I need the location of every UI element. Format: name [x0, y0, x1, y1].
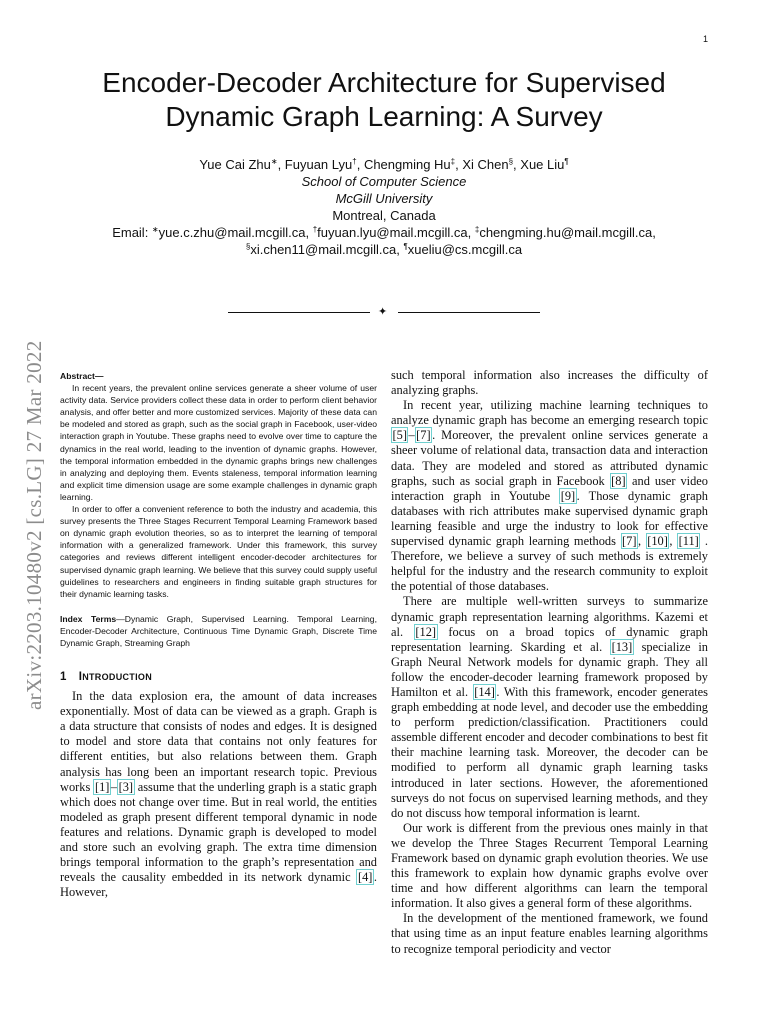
citation-link[interactable]: [5] — [392, 428, 407, 443]
email-mark: ¶ — [403, 242, 408, 251]
email-address[interactable]: chengming.hu@mail.mcgill.ca, — [479, 225, 656, 240]
title-line-1: Encoder-Decoder Architecture for Supervised — [102, 67, 666, 98]
citation-link[interactable]: [12] — [415, 624, 437, 639]
index-terms-body: —Dynamic Graph, Supervised Learning. Temporal Learning, Encoder-Decoder Architecture, Continuous Time Dynamic Graph, Discrete Time Dynamic Graph, Streaming Graph — [60, 613, 377, 648]
citation-link[interactable]: [7] — [416, 428, 431, 443]
author-name: Fuyuan Lyu — [284, 157, 353, 172]
author-mark: ∗ — [270, 157, 278, 166]
citation-link[interactable]: [7] — [622, 534, 637, 549]
email-address[interactable]: xi.chen11@mail.mcgill.ca, — [250, 242, 404, 257]
divider-diamond-icon: ✦ — [378, 306, 388, 318]
index-terms-heading: Index Terms — [60, 613, 117, 624]
paper-title — [60, 66, 708, 134]
introduction-text-right — [391, 368, 708, 957]
title-divider — [228, 305, 540, 319]
author-name: Yue Cai Zhu — [199, 157, 271, 172]
email-mark: ‡ — [474, 225, 480, 234]
email-address[interactable]: fuyuan.lyu@mail.mcgill.ca, — [317, 225, 475, 240]
citation-link[interactable]: [11] — [678, 534, 699, 549]
abstract-paragraph-2: In order to offer a convenient reference to both the industry and academia, this survey presents the Three Stages Recurrent Temporal Learning Framework based on dynamic graph evolution theories, so as to interpret the learning of temporal information with a generalized framework. Under this framework, this survey categories and reviews different intelligent encoder-decoder architectures for supervised dynamic graph learning. We believe that this survey could supply useful guidelines to researchers and engineers in finding suitable graph structures for their dynamic learning tasks. — [60, 504, 377, 599]
section-number: 1 — [60, 671, 67, 684]
divider-line-right — [398, 312, 540, 313]
introduction-text-left — [60, 689, 377, 900]
author-mark: † — [352, 157, 357, 166]
citation-link[interactable]: [10] — [647, 534, 668, 549]
abstract-paragraph-1: In recent years, the prevalent online services generate a sheer volume of user activity data. Service providers collect these data in order to perform client behavior analysis, and offer better and more customized services. Majority of these data can be modeled and stored as graph, such as the social graph in Facebook, user-video interaction graph in Youtube. These graphs need to evolve over time to capture the dynamics in the real world, leading to the invention of dynamic graphs. However, the temporal information embedded in the dynamic graphs brings new challenges in analyzing and deploying them. Events staleness, temporal information learning and explicit time dimension usage are some example challenges in dynamic graph learning. — [60, 383, 377, 502]
intro-paragraph-continued: such temporal information also increases the difficulty of analyzing graphs. — [391, 368, 708, 398]
author-name: Chengming Hu — [363, 157, 451, 172]
citation-link[interactable]: [3] — [118, 779, 134, 794]
email-label: Email: — [112, 225, 152, 240]
abstract — [60, 370, 377, 600]
email-mark: † — [312, 225, 318, 234]
affiliation-school: School of Computer Science — [301, 174, 467, 189]
citation-link[interactable]: [8] — [611, 473, 626, 488]
intro-paragraph-5: In the development of the mentioned framework, we found that using time as an input feature enables learning algorithms to recognize temporal periodicity and vector — [391, 911, 708, 956]
citation-link[interactable]: [14] — [474, 684, 495, 699]
index-terms — [60, 613, 377, 649]
citation-link[interactable]: [13] — [611, 639, 633, 654]
email-mark: ∗ — [151, 225, 159, 234]
affiliation-university: McGill University — [335, 191, 433, 206]
intro-paragraph-3: There are multiple well-written surveys to summarize dynamic graph representation learning algorithms. Kazemi et al. [12] focus on a broad topics of dynamic graph representation learning. Skarding et al. [13] specialize in Graph Neural Network models for dynamic graph. They all follow the encoder-decoder learning framework proposed by Hamilton et al. [14] . With this framework, encoder generates graph embedding at node level, and decoder use the embedding to perform prediction/classification. Practitioners could assemble different encoder and decoder combinations to best fit their machine learning task. Moreover, the decoder can be modified to perform all dynamic graph learning tasks introduced in later sections. However, the aforementioned surveys do not focus on supervised learning methods, and they do not discuss how temporal information is learnt. — [391, 594, 708, 820]
section-heading-introduction — [60, 671, 377, 683]
section-title-rest: NTRODUCTION — [82, 672, 152, 683]
affiliation-location: Montreal, Canada — [332, 208, 436, 223]
author-list: Yue Cai Zhu∗, Fuyuan Lyu†, Chengming Hu‡, Xi Chen§, Xue Liu¶ — [199, 157, 569, 172]
right-column — [391, 368, 708, 957]
citation-link[interactable]: [9] — [560, 488, 576, 503]
intro-paragraph-2: In recent year, utilizing machine learning techniques to analyze dynamic graph has become an emerging research topic [5] – [7] . Moreover, the prevalent online services generate a sheer volume of relational data, transaction data and interaction data. They are modeled and stored as attributed dynamic graphs, such as social graph in Facebook [8] and user video interaction graph in Youtube [9] . Those dynamic graph databases with rich attributes make supervised dynamic graph learning feasible and urge the industry to look for effective supervised dynamic graph learning methods [7] , [10] , [11] . Therefore, we believe a survey of such methods is extremely helpful for the industry and the research community to exploit the potential of those databases. — [391, 398, 708, 594]
citation-link[interactable]: [4] — [357, 870, 373, 885]
author-name: Xue Liu — [520, 157, 565, 172]
author-block — [60, 156, 708, 258]
email-address[interactable]: xueliu@cs.mcgill.ca — [407, 242, 523, 257]
divider-line-left — [228, 312, 370, 313]
email-line-1 — [60, 224, 708, 241]
author-mark: § — [508, 157, 514, 166]
author-name: Xi Chen — [462, 157, 509, 172]
citation-link[interactable]: [1] — [94, 779, 110, 794]
arxiv-stamp: arXiv:2203.10480v2 [cs.LG] 27 Mar 2022 — [22, 340, 46, 710]
author-mark: ¶ — [564, 157, 569, 166]
author-mark: ‡ — [450, 157, 456, 166]
email-address[interactable]: yue.c.zhu@mail.mcgill.ca, — [158, 225, 313, 240]
page-number: 1 — [702, 34, 708, 44]
intro-paragraph-1: In the data explosion era, the amount of data increases exponentially. Most of data can be viewed as a graph. Graph is a data structure that consists of nodes and edges. It is designed to model and store data that contains not only features for different entities, but also relations between them. Graph analysis has long been an important research topic. Previous works [1] – [3] assume that the underling graph is a static graph which does not change over time. But in real world, the entities modeled as graph present different temporal dynamic in node features and relations. Dynamic graph is developed to model and store such an evolving graph. The extra time dimension brings temporal information to the graph’s representation and reveals the causality embedded in its network dynamic [4] . However, — [60, 689, 377, 900]
left-column — [60, 370, 377, 900]
email-mark: § — [245, 242, 251, 251]
email-line-2 — [60, 241, 708, 258]
intro-paragraph-4: Our work is different from the previous ones mainly in that we develop the Three Stages Recurrent Temporal Learning Framework based on dynamic graph evolution theories. We use this framework to explain how dynamic graphs evolve over time and how different algorithms can learn the temporal information. It also gives a general form of these algorithms. — [391, 820, 708, 911]
section-title-initial: I — [78, 671, 83, 684]
title-line-2: Dynamic Graph Learning: A Survey — [165, 101, 603, 132]
abstract-heading: Abstract— — [60, 371, 104, 381]
